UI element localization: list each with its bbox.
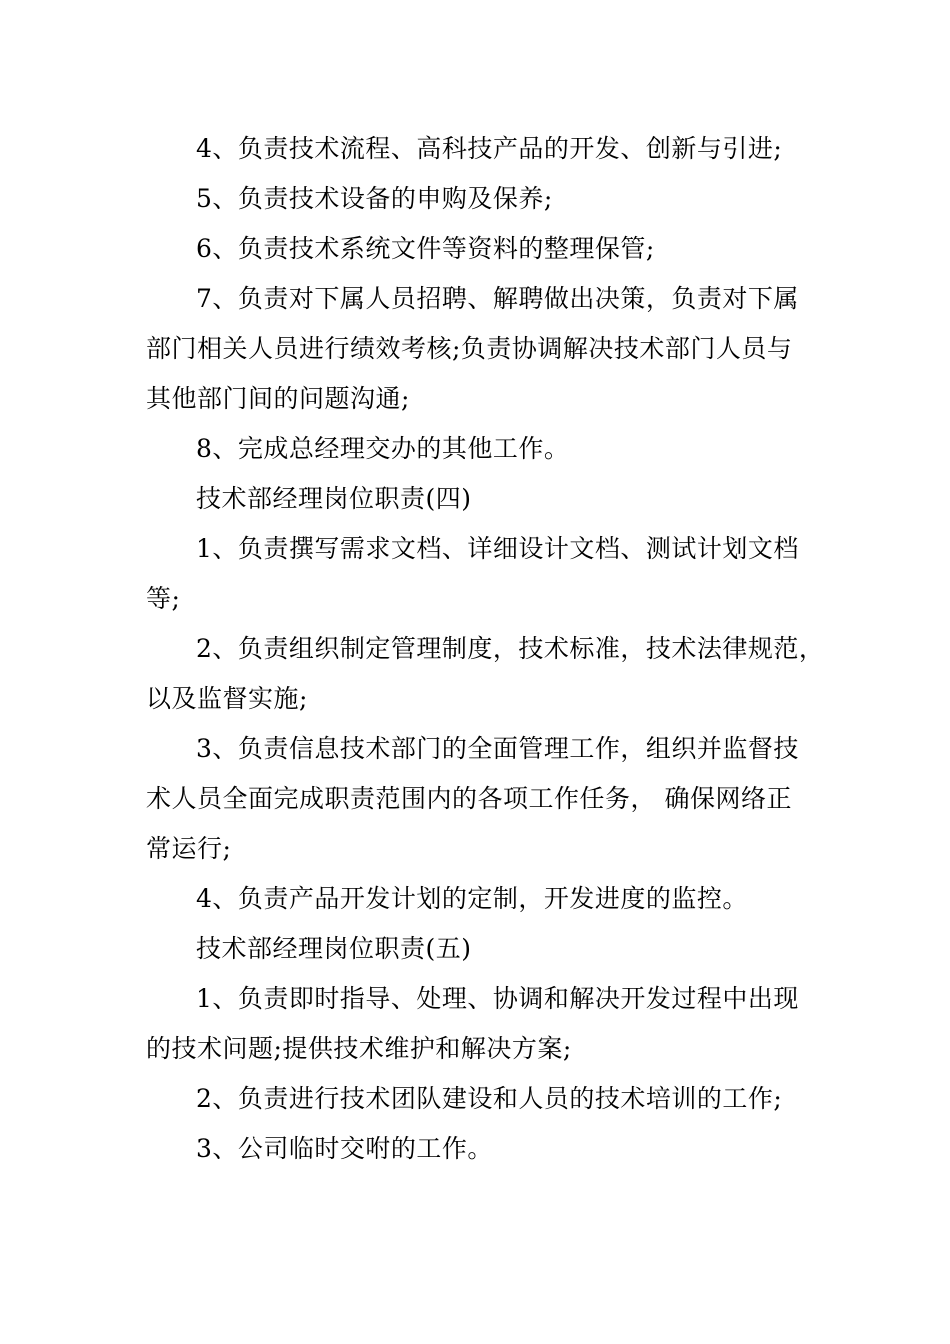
text-line: 等; (146, 584, 181, 613)
text-line: 3、公司临时交咐的工作。 (196, 1134, 493, 1163)
text-line: 5、负责技术设备的申购及保养; (196, 184, 553, 213)
text-line: 部门相关人员进行绩效考核;负责协调解决技术部门人员与 (146, 334, 793, 363)
text-line: 以及监督实施; (146, 684, 308, 713)
text-line: 4、负责技术流程、高科技产品的开发、创新与引进; (196, 134, 783, 163)
text-line: 2、负责进行技术团队建设和人员的技术培训的工作; (196, 1084, 783, 1113)
text-line: 2、负责组织制定管理制度，技术标准，技术法律规范， (196, 634, 825, 663)
text-line: 6、负责技术系统文件等资料的整理保管; (196, 234, 655, 263)
text-line: 8、完成总经理交办的其他工作。 (196, 434, 570, 463)
text-line: 的技术问题;提供技术维护和解决方案; (146, 1034, 572, 1063)
text-line: 7、负责对下属人员招聘、解聘做出决策，负责对下属 (196, 284, 799, 313)
text-line: 其他部门间的问题沟通; (146, 384, 410, 413)
text-line: 常运行; (146, 834, 232, 863)
text-line: 1、负责即时指导、处理、协调和解决开发过程中出现 (196, 984, 799, 1013)
text-line: 1、负责撰写需求文档、详细设计文档、测试计划文档 (196, 534, 799, 563)
section-heading: 技术部经理岗位职责(四) (196, 484, 472, 513)
text-line: 3、负责信息技术部门的全面管理工作，组织并监督技 (196, 734, 799, 763)
section-heading: 技术部经理岗位职责(五) (196, 934, 472, 963)
text-line: 术人员全面完成职责范围内的各项工作任务， 确保网络正 (146, 784, 792, 813)
text-line: 4、负责产品开发计划的定制，开发进度的监控。 (196, 884, 748, 913)
